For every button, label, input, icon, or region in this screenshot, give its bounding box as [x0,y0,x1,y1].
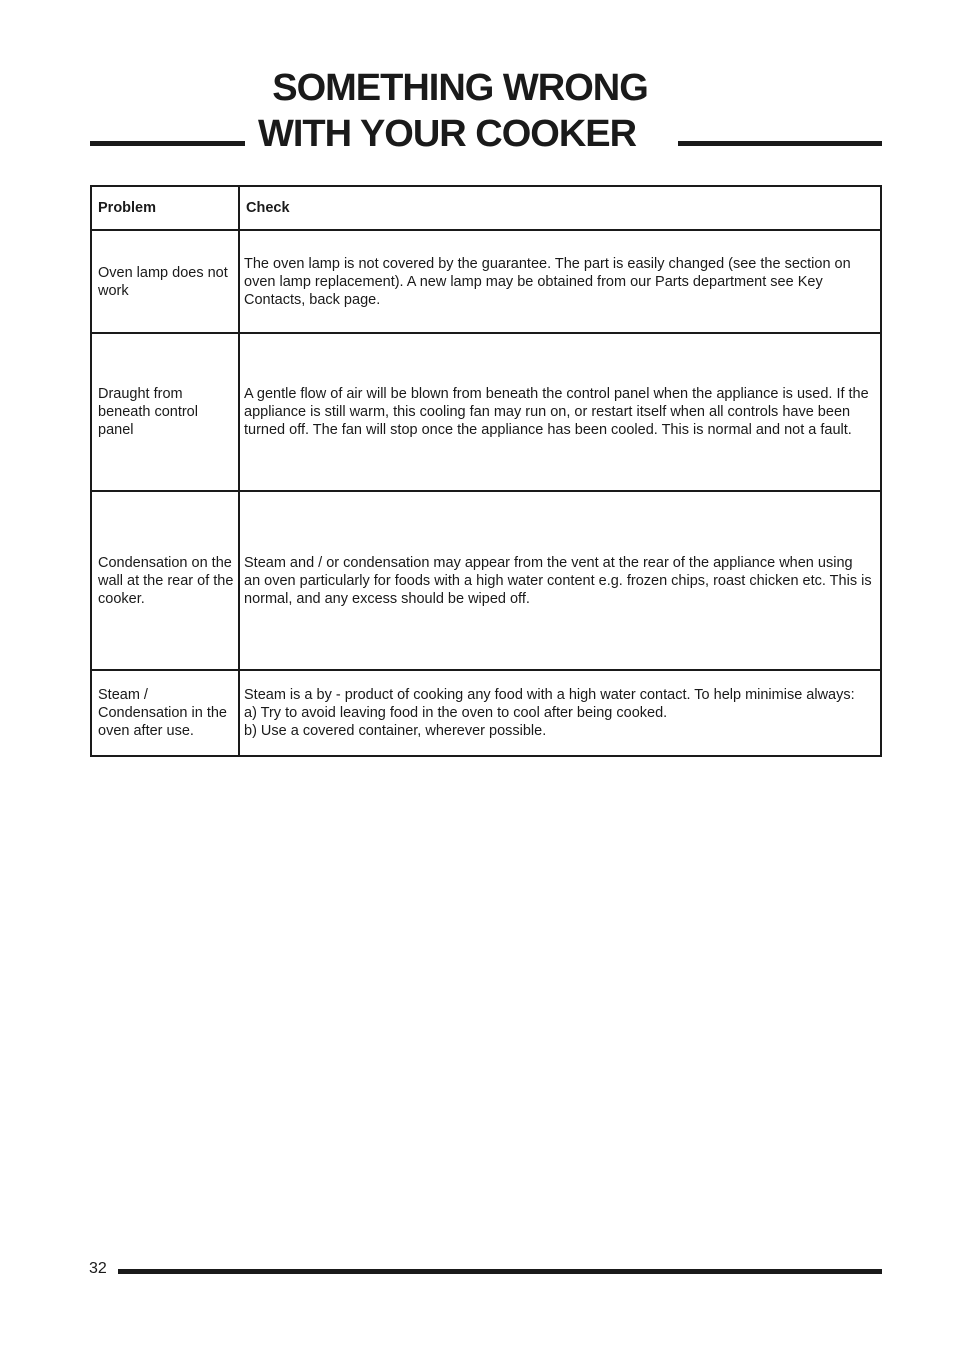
column-header-check: Check [239,186,881,230]
check-text: Steam and / or condensation may appear from the vent at the rear of the appliance when using an oven particularly for foods with a high water content e.g. frozen chips, roast chicken etc. This is normal, and any excess should be wiped off. [244,554,872,607]
footer-rule [118,1269,882,1274]
check-text: A gentle flow of air will be blown from beneath the control panel when the appliance is used. If the appliance is still warm, this cooling fan may run on, or restart itself when all controls have been turned off. The fan will stop once the appliance has been cooled. This is normal and not a fault. [244,386,869,438]
table-row [91,333,881,491]
check-text: Steam is a by - product of cooking any food with a high water contact. To help minimise always: [244,687,855,703]
title-rule-right [678,141,882,146]
page-title-row [90,112,882,156]
page-title-line-1: SOMETHING WRONG [272,67,648,109]
problem-cell: Draught from beneath control panel [91,333,239,491]
check-text: b) Use a covered container, wherever possible. [244,723,547,739]
page-title-line-2: WITH YOUR COOKER [258,113,637,155]
problem-cell: Steam / Condensation in the oven after use. [91,670,239,756]
table-row [91,670,881,756]
page-number: 32 [89,1260,107,1277]
problem-cell: Oven lamp does not work [91,230,239,333]
column-header-problem: Problem [91,186,239,230]
troubleshooting-table [90,185,882,757]
check-cell [239,491,881,670]
table-header-row [91,186,881,230]
check-text: a) Try to avoid leaving food in the oven to cool after being cooked. [244,705,668,721]
check-cell [239,670,881,756]
check-cell [239,230,881,333]
problem-cell: Condensation on the wall at the rear of the cooker. [91,491,239,670]
title-rule-left [90,141,245,146]
check-cell [239,333,881,491]
table-row [91,230,881,333]
table-row [91,491,881,670]
check-text: The oven lamp is not covered by the guarantee. The part is easily changed (see the section on oven lamp replacement). A new lamp may be obtained from our Parts department see Key Contacts, back page. [244,255,851,308]
